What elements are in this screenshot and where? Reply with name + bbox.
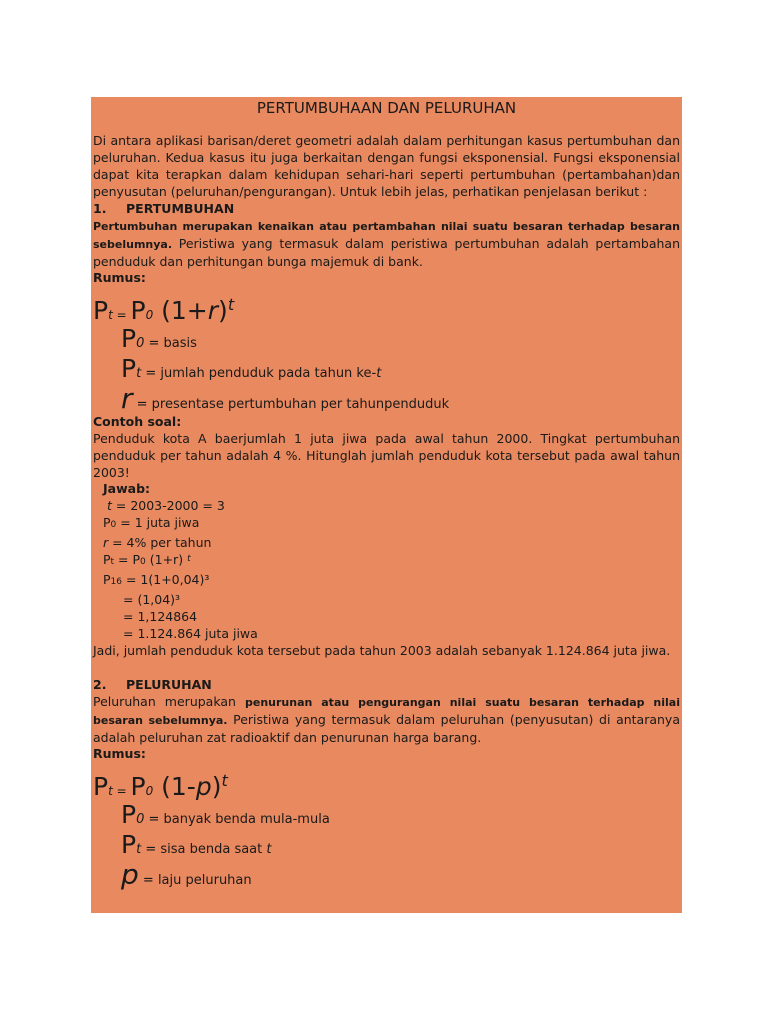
solution-step: = 1.124.864 juta jiwa — [123, 626, 258, 641]
solution-step: t = 2003-2000 = 3 — [107, 498, 225, 513]
rumus-label: Rumus: — [93, 270, 146, 285]
definition-p: p = laju peluruhan — [121, 858, 252, 891]
section-number: 2. — [93, 677, 107, 692]
page-title: PERTUMBUHAAN DAN PELURUHAN — [256, 99, 517, 117]
formula-pertumbuhan: Pt = P0 $(1+r)^t$ — [93, 295, 235, 325]
intro-paragraph: Di antara aplikasi barisan/deret geometri adalah dalam perhitungan kasus pertumbuhan dan peluruhan. Kedua kasus itu juga berkaitan dengan fungsi eksponensial. Fungsi eksponensial dapat kita terapkan dalam kehidupan sehari-hari seperti pertumbuhan (pertambahan)dan penyusutan (peluruhan/pengurangan). Untuk lebih jelas, perhatikan penjelasan berikut : — [93, 133, 680, 199]
definition-bold: penurunan atau pengurangan nilai suatu besaran terhadap nilai besaran sebelumnya. — [93, 696, 680, 727]
contoh-soal-text: Penduduk kota A baerjumlah 1 juta jiwa pada awal tahun 2000. Tingkat pertumbuhan penduduk per tahun adalah 4 %. Hitunglah jumlah penduduk kota tersebut pada awal tahun 2003! — [93, 431, 680, 480]
definition-p0: P0 = banyak benda mula-mula — [121, 800, 330, 829]
contoh-soal-label: Contoh soal: — [93, 414, 182, 429]
solution-step: = (1,04)³ — [123, 592, 181, 607]
definition-peluruhan: Peluruhan merupakan penurunan atau pengurangan nilai suatu besaran terhadap nilai besaran sebelumnya. Peristiwa yang termasuk dalam peluruhan (penyusutan) di antaranya adalah peluruhan zat radioaktif dan penurunan harga barang. — [93, 694, 680, 745]
solution-step: = 1,124864 — [123, 609, 198, 624]
definition-rest: Peristiwa yang termasuk dalam peristiwa pertumbuhan adalah pertambahan penduduk dan perhitungan bunga majemuk di bank. — [93, 236, 680, 269]
section-heading-peluruhan — [93, 676, 680, 693]
definition-pt: Pt = sisa benda saat t — [121, 830, 272, 859]
solution-step: P16 = 1(1+0,04)³ — [103, 572, 210, 587]
rumus-label: Rumus: — [93, 746, 146, 761]
section-title: PERTUMBUHAN — [126, 201, 235, 216]
definition-bold: Pertumbuhan merupakan kenaikan atau pertambahan nilai suatu besaran terhadap besaran sebelumnya. — [93, 220, 680, 251]
solution-step: r = 4% per tahun — [103, 535, 212, 550]
conclusion-text: Jadi, jumlah penduduk kota tersebut pada tahun 2003 adalah sebanyak 1.124.864 juta jiwa. — [93, 643, 671, 658]
section-number: 1. — [93, 201, 107, 216]
section-title: PELURUHAN — [126, 677, 212, 692]
document-sheet — [91, 97, 682, 913]
solution-step: Pt = P0 (1+r) $^t$ — [103, 552, 191, 567]
jawab-label: Jawab: — [103, 481, 151, 496]
solution-step: P0 = 1 juta jiwa — [103, 515, 200, 530]
definition-pt: Pt = jumlah penduduk pada tahun ke-t — [121, 354, 382, 383]
definition-pertumbuhan — [93, 217, 680, 270]
definition-p0: P0 = basis — [121, 324, 197, 353]
definition-rest: Peristiwa yang termasuk dalam peluruhan (penyusutan) di antaranya adalah peluruhan zat radioaktif dan penurunan harga barang. — [93, 712, 680, 745]
formula-peluruhan: Pt = P0 $(1-p)^t$ — [93, 771, 228, 801]
definition-r: r = presentase pertumbuhan per tahunpenduduk — [121, 382, 450, 415]
section-heading-pertumbuhan — [93, 200, 680, 217]
